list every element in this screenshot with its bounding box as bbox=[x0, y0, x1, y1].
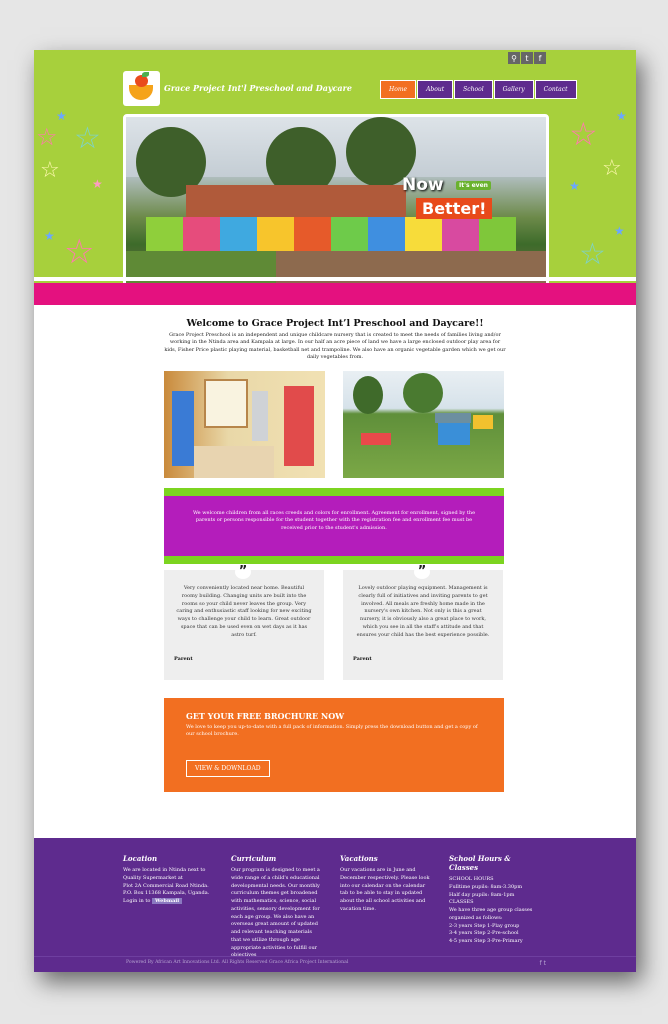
hero-image bbox=[123, 114, 549, 302]
playground-photo bbox=[343, 371, 504, 478]
search-icon[interactable]: ⚲ bbox=[508, 52, 520, 64]
star-decoration-icon: ☆ bbox=[569, 115, 598, 153]
footer-social-icons[interactable]: f t bbox=[539, 960, 546, 967]
footer-bottom-bar bbox=[34, 956, 636, 973]
star-decoration-icon: ★ bbox=[569, 179, 580, 193]
hero-building bbox=[186, 185, 406, 219]
page bbox=[34, 50, 636, 972]
footer-text: Our program is designed to meet a wide range of a child's educational developmental needs. Our monthly curriculum themes get broadened with mathematics, science, social activities, sensory development for each age group. We also have an overseas great amount of updated and relevant teaching materials that we utilize through age appropriate activities to fulfill our objectives bbox=[231, 867, 320, 959]
nav-item-contact[interactable]: Contact bbox=[535, 80, 577, 99]
footer-text: P.O. Box 11368 Kampala, Uganda. bbox=[123, 890, 210, 897]
welcome-text: Grace Project Preschool is an independent and unique childcare nursery that is created to meet the needs of families living and/or working in the Ntinda area and Kampala at large. In our half an acre piece of land we have a large enclosed outdoor play area for kids, Fisher Price plastic playing material, basketball net and trampoline. We also have an organic vegetable garden which we get our daily vegetables from. bbox=[164, 332, 506, 360]
footer-text: 2-3 years Step 1-Play group bbox=[449, 922, 520, 929]
header-pink-band bbox=[34, 283, 636, 305]
brochure-section bbox=[164, 698, 504, 792]
footer-text: SCHOOL HOURS bbox=[449, 876, 494, 882]
top-social-bar bbox=[508, 52, 546, 64]
twitter-icon[interactable]: t bbox=[521, 52, 533, 64]
hero-callout: Better! bbox=[416, 198, 492, 219]
star-decoration-icon: ☆ bbox=[74, 121, 101, 156]
star-decoration-icon: ☆ bbox=[579, 237, 606, 272]
nav-item-gallery[interactable]: Gallery bbox=[494, 80, 534, 99]
footer-heading: Vacations bbox=[340, 854, 378, 863]
webmail-link[interactable]: Webmail bbox=[152, 898, 182, 904]
main-nav bbox=[380, 80, 577, 99]
footer-hours bbox=[449, 854, 539, 946]
leaf-icon bbox=[142, 72, 149, 77]
star-decoration-icon: ★ bbox=[92, 177, 103, 191]
testimonial-card bbox=[164, 564, 324, 680]
star-decoration-icon: ★ bbox=[56, 109, 67, 123]
classroom-photo bbox=[164, 371, 325, 478]
footer-text: Our vacations are in June and December respectively. Please look into our calendar on the calendar tab to be able to stay in updated about the all school activities and vacation time. bbox=[340, 867, 430, 912]
footer-location bbox=[123, 854, 213, 906]
footer-heading: Curriculum bbox=[231, 854, 277, 863]
enrollment-banner bbox=[164, 488, 504, 564]
site-footer bbox=[34, 838, 636, 972]
site-logo[interactable] bbox=[123, 71, 160, 106]
testimonial-card bbox=[343, 564, 503, 680]
footer-text: 3-4 years Step 2-Pre-school bbox=[449, 930, 519, 937]
footer-text: 4-5 years Step 3-Pre-Primary bbox=[449, 938, 523, 944]
testimonial-author: Parent bbox=[174, 656, 193, 662]
hero-headline: Now bbox=[402, 175, 444, 195]
footer-text: Fulltime pupils: 8am-3.30pm bbox=[449, 883, 523, 890]
footer-curriculum bbox=[231, 854, 321, 960]
star-decoration-icon: ★ bbox=[44, 229, 55, 243]
star-decoration-icon: ★ bbox=[616, 109, 627, 123]
brochure-text: We love to keep you up-to-date with a full pack of information. Simply press the download button and get a copy of our school brochure. bbox=[186, 724, 478, 738]
testimonial-text: Very conveniently located near home. Beautiful roomy building. Changing units are built into the rooms so your child never leaves the group. Very caring and enthusiastic staff looking for new exciting ways to challenge your child to learn. Great outdoor space that can be used even on wet days as it has astro turf. bbox=[176, 585, 312, 638]
footer-login bbox=[123, 898, 213, 906]
copyright-text: Powered By African Art Innovations Ltd. All Rights Reserved Grace Africa Project International bbox=[126, 960, 349, 965]
star-decoration-icon: ★ bbox=[614, 224, 625, 238]
hero-colorful-wall bbox=[146, 217, 516, 251]
footer-vacations bbox=[340, 854, 430, 914]
star-decoration-icon: ☆ bbox=[40, 158, 60, 183]
footer-heading: School Hours & Classes bbox=[449, 854, 511, 872]
hero-tag: It's even bbox=[456, 181, 491, 190]
footer-text: We are located in Ntinda next to Quality Supermarket at bbox=[123, 867, 206, 881]
star-decoration-icon: ☆ bbox=[602, 156, 622, 181]
footer-text: CLASSES bbox=[449, 899, 474, 906]
quote-icon: ” bbox=[235, 565, 251, 579]
welcome-title: Welcome to Grace Project Int’l Preschool and Daycare!! bbox=[186, 318, 484, 329]
footer-text: Half day pupils: 8am-1pm bbox=[449, 891, 515, 898]
site-header bbox=[34, 50, 636, 305]
nav-item-home[interactable]: Home bbox=[380, 80, 416, 99]
testimonial-text: Lovely outdoor playing equipment. Management is clearly full of initiatives and inviting parents to get involved. All meals are freshly home made in the nursery's own kitchen. Not only is this a great nursery, it is obviously also a great place to work, which you see in all the staff's attitude and that ensures your child has the best experience possible. bbox=[356, 585, 490, 638]
testimonial-author: Parent bbox=[353, 656, 372, 662]
view-download-button[interactable]: VIEW & DOWNLOAD bbox=[186, 760, 270, 777]
star-decoration-icon: ☆ bbox=[36, 123, 58, 151]
site-name[interactable]: Grace Project Int'l Preschool and Daycare bbox=[164, 83, 352, 93]
quote-icon: ” bbox=[414, 565, 430, 579]
footer-text: Plot 2A Commercial Road Ntinda. bbox=[123, 882, 209, 889]
nav-item-about[interactable]: About bbox=[417, 80, 453, 99]
nav-item-school[interactable]: School bbox=[454, 80, 492, 99]
login-label: Login in to bbox=[123, 898, 151, 904]
enrollment-text: We welcome children from all races creeds and colors for enrollment. Agreement for enrollment, signed by the parents or persons responsible for the student together with the registration fee and enrollment fee must be received prior to the student's admission. bbox=[192, 510, 476, 531]
star-decoration-icon: ☆ bbox=[64, 232, 95, 272]
footer-heading: Location bbox=[123, 854, 158, 863]
footer-text: We have three age group classes organized as follows: bbox=[449, 907, 533, 921]
bowl-icon bbox=[129, 85, 153, 100]
header-divider bbox=[34, 277, 636, 281]
facebook-icon[interactable]: f bbox=[534, 52, 546, 64]
brochure-title: GET YOUR FREE BROCHURE NOW bbox=[186, 711, 345, 721]
